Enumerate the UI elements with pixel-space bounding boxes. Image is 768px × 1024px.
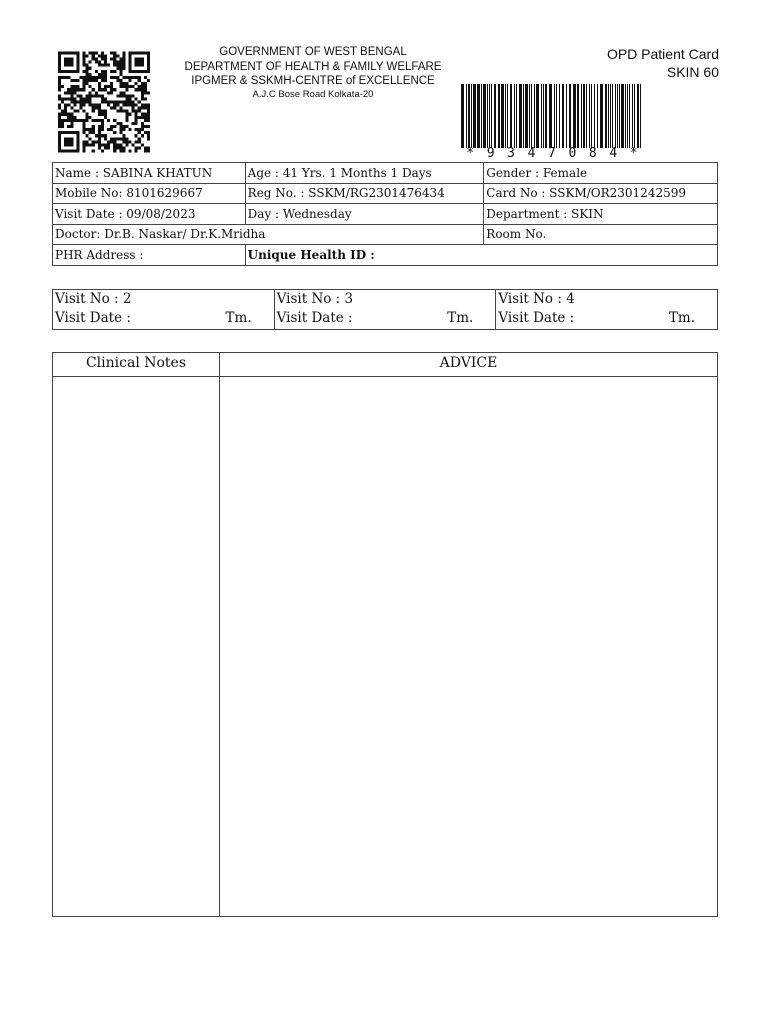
visit-day: Day : Wednesday: [245, 204, 484, 225]
visit-time-label: Tm.: [668, 310, 695, 326]
visit-number: Visit No : 2: [55, 291, 132, 307]
card-title: OPD Patient Card: [606, 46, 719, 62]
header-address: A.J.C Bose Road Kolkata-20: [252, 88, 374, 100]
header-line-department: DEPARTMENT OF HEALTH & FAMILY WELFARE: [184, 60, 442, 73]
visit-number: Visit No : 3: [276, 291, 354, 307]
clinical-notes-heading: Clinical Notes: [85, 355, 187, 371]
table-row: [53, 204, 718, 225]
notes-header: [53, 353, 717, 377]
card-number: Card No : SSKM/OR2301242599: [484, 183, 718, 204]
visit-cell: [274, 290, 496, 330]
header-line-hospital: IPGMER & SSKMH-CENTRE of EXCELLENCE: [191, 75, 435, 87]
patient-name: Name : SABINA KHATUN: [53, 163, 246, 184]
barcode-digits: [460, 146, 644, 161]
barcode-icon: [460, 84, 644, 148]
visit-cell: [496, 290, 718, 330]
visit-time-label: Tm.: [225, 310, 252, 326]
card-title-block: [607, 45, 719, 81]
patient-gender: Gender : Female: [484, 163, 718, 184]
advice-heading: ADVICE: [439, 355, 498, 371]
unique-health-id: Unique Health ID :: [245, 245, 717, 266]
visits-table: [52, 289, 718, 330]
qr-code-icon: [58, 51, 150, 153]
barcode-digit: 7: [548, 146, 556, 161]
visit-number: Visit No : 4: [498, 291, 575, 307]
barcode-digit: *: [466, 146, 475, 161]
barcode-digit: 4: [609, 146, 618, 161]
barcode-digit: 8: [588, 146, 597, 161]
patient-info-table: [52, 162, 718, 266]
table-row: [53, 224, 718, 245]
visit-date: Visit Date : 09/08/2023: [53, 204, 246, 225]
notes-divider: [219, 353, 220, 916]
notes-section: [52, 352, 718, 917]
table-row: [53, 245, 718, 266]
patient-age: Age : 41 Yrs. 1 Months 1 Days: [245, 163, 484, 184]
phr-address: PHR Address :: [53, 245, 246, 266]
patient-mobile: Mobile No: 8101629667: [53, 183, 246, 204]
visit-date-label: Visit Date :: [498, 310, 575, 326]
visit-time-label: Tm.: [447, 310, 474, 326]
barcode-digit: 9: [486, 146, 495, 161]
header-institution: [168, 45, 458, 101]
table-row: [53, 183, 718, 204]
barcode-digit: *: [629, 146, 638, 161]
visit-cell: [53, 290, 275, 330]
barcode-digit: 0: [568, 146, 577, 161]
header-line-government: GOVERNMENT OF WEST BENGAL: [219, 46, 407, 58]
table-row: [53, 163, 718, 184]
visit-date-label: Visit Date :: [55, 310, 131, 326]
room-number: Room No.: [484, 224, 718, 245]
card-subtitle: SKIN 60: [666, 64, 719, 80]
visit-date-label: Visit Date :: [276, 310, 353, 326]
department: Department : SKIN: [484, 204, 718, 225]
doctor-names: Doctor: Dr.B. Naskar/ Dr.K.Mridha: [53, 224, 484, 245]
registration-number: Reg No. : SSKM/RG2301476434: [245, 183, 484, 204]
barcode-digit: 4: [527, 146, 536, 161]
barcode-digit: 3: [507, 146, 515, 161]
table-row: [53, 290, 718, 330]
